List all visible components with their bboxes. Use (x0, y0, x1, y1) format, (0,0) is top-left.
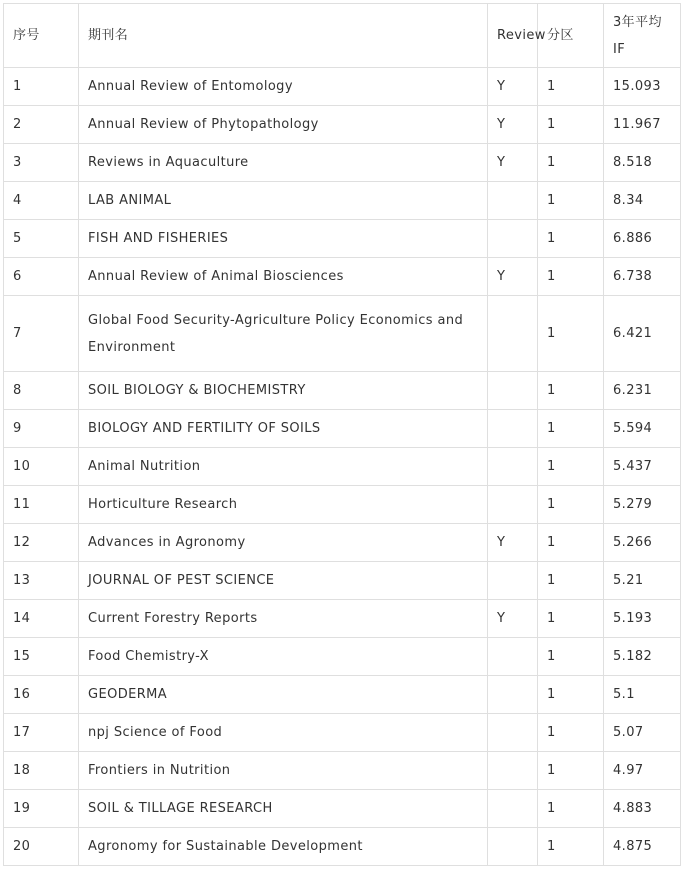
cell-zone: 1 (538, 448, 604, 486)
cell-review: Y (488, 68, 538, 106)
cell-journal-name: SOIL & TILLAGE RESEARCH (79, 790, 488, 828)
cell-journal-name: Advances in Agronomy (79, 524, 488, 562)
cell-index: 5 (4, 220, 79, 258)
cell-impact-factor: 4.97 (604, 752, 681, 790)
cell-zone: 1 (538, 410, 604, 448)
table-row (4, 448, 681, 486)
cell-index: 9 (4, 410, 79, 448)
cell-journal-name: LAB ANIMAL (79, 182, 488, 220)
table-row (4, 828, 681, 866)
cell-review (488, 828, 538, 866)
header-index: 序号 (4, 4, 79, 68)
cell-journal-name: npj Science of Food (79, 714, 488, 752)
cell-impact-factor: 4.875 (604, 828, 681, 866)
table-row (4, 182, 681, 220)
cell-journal-name: JOURNAL OF PEST SCIENCE (79, 562, 488, 600)
cell-impact-factor: 5.279 (604, 486, 681, 524)
cell-index: 11 (4, 486, 79, 524)
cell-journal-name: Annual Review of Entomology (79, 68, 488, 106)
table-row (4, 68, 681, 106)
table-row (4, 410, 681, 448)
cell-index: 16 (4, 676, 79, 714)
cell-review (488, 410, 538, 448)
cell-impact-factor: 5.21 (604, 562, 681, 600)
cell-review: Y (488, 144, 538, 182)
cell-impact-factor: 8.518 (604, 144, 681, 182)
cell-impact-factor: 5.1 (604, 676, 681, 714)
header-impact-factor: 3年平均IF (604, 4, 681, 68)
header-review: Review (488, 4, 538, 68)
cell-journal-name: Current Forestry Reports (79, 600, 488, 638)
cell-index: 8 (4, 372, 79, 410)
cell-journal-name: Food Chemistry-X (79, 638, 488, 676)
cell-index: 1 (4, 68, 79, 106)
cell-zone: 1 (538, 524, 604, 562)
cell-review (488, 182, 538, 220)
cell-impact-factor: 15.093 (604, 68, 681, 106)
journal-table-container (3, 3, 681, 866)
cell-index: 12 (4, 524, 79, 562)
table-row (4, 258, 681, 296)
cell-review: Y (488, 600, 538, 638)
cell-zone: 1 (538, 220, 604, 258)
cell-index: 6 (4, 258, 79, 296)
cell-journal-name: BIOLOGY AND FERTILITY OF SOILS (79, 410, 488, 448)
cell-zone: 1 (538, 790, 604, 828)
cell-index: 19 (4, 790, 79, 828)
cell-zone: 1 (538, 600, 604, 638)
cell-index: 15 (4, 638, 79, 676)
cell-zone: 1 (538, 106, 604, 144)
cell-index: 10 (4, 448, 79, 486)
cell-impact-factor: 5.266 (604, 524, 681, 562)
cell-journal-name: Horticulture Research (79, 486, 488, 524)
table-row (4, 600, 681, 638)
journal-table (3, 3, 681, 866)
table-row (4, 296, 681, 372)
cell-journal-name: Global Food Security-Agriculture Policy Economics and Environment (79, 296, 488, 372)
cell-journal-name: Reviews in Aquaculture (79, 144, 488, 182)
cell-zone: 1 (538, 828, 604, 866)
cell-journal-name: SOIL BIOLOGY & BIOCHEMISTRY (79, 372, 488, 410)
cell-impact-factor: 5.193 (604, 600, 681, 638)
table-body (4, 68, 681, 866)
table-row (4, 106, 681, 144)
cell-journal-name: Annual Review of Phytopathology (79, 106, 488, 144)
cell-zone: 1 (538, 562, 604, 600)
table-row (4, 676, 681, 714)
cell-zone: 1 (538, 372, 604, 410)
cell-impact-factor: 5.07 (604, 714, 681, 752)
cell-zone: 1 (538, 258, 604, 296)
cell-zone: 1 (538, 182, 604, 220)
table-row (4, 486, 681, 524)
table-row (4, 752, 681, 790)
cell-impact-factor: 4.883 (604, 790, 681, 828)
cell-review (488, 220, 538, 258)
cell-review: Y (488, 106, 538, 144)
cell-zone: 1 (538, 676, 604, 714)
cell-review (488, 714, 538, 752)
cell-zone: 1 (538, 486, 604, 524)
cell-zone: 1 (538, 638, 604, 676)
table-row (4, 144, 681, 182)
table-row (4, 638, 681, 676)
table-row (4, 562, 681, 600)
cell-impact-factor: 5.437 (604, 448, 681, 486)
header-journal-name: 期刊名 (79, 4, 488, 68)
cell-journal-name: Frontiers in Nutrition (79, 752, 488, 790)
cell-impact-factor: 5.594 (604, 410, 681, 448)
cell-zone: 1 (538, 144, 604, 182)
cell-journal-name: FISH AND FISHERIES (79, 220, 488, 258)
cell-review (488, 296, 538, 372)
cell-zone: 1 (538, 714, 604, 752)
cell-review (488, 486, 538, 524)
table-header-row (4, 4, 681, 68)
table-row (4, 524, 681, 562)
cell-impact-factor: 5.182 (604, 638, 681, 676)
header-zone: 分区 (538, 4, 604, 68)
cell-index: 4 (4, 182, 79, 220)
table-row (4, 372, 681, 410)
cell-review (488, 372, 538, 410)
table-row (4, 790, 681, 828)
cell-index: 7 (4, 296, 79, 372)
cell-review (488, 676, 538, 714)
cell-index: 3 (4, 144, 79, 182)
cell-index: 18 (4, 752, 79, 790)
cell-review: Y (488, 258, 538, 296)
cell-impact-factor: 6.231 (604, 372, 681, 410)
cell-journal-name: Animal Nutrition (79, 448, 488, 486)
cell-impact-factor: 6.738 (604, 258, 681, 296)
cell-review: Y (488, 524, 538, 562)
table-row (4, 714, 681, 752)
table-row (4, 220, 681, 258)
cell-impact-factor: 6.421 (604, 296, 681, 372)
cell-journal-name: Agronomy for Sustainable Development (79, 828, 488, 866)
cell-impact-factor: 11.967 (604, 106, 681, 144)
cell-zone: 1 (538, 752, 604, 790)
cell-review (488, 790, 538, 828)
cell-impact-factor: 8.34 (604, 182, 681, 220)
cell-index: 20 (4, 828, 79, 866)
cell-zone: 1 (538, 296, 604, 372)
cell-review (488, 638, 538, 676)
cell-index: 13 (4, 562, 79, 600)
cell-journal-name: GEODERMA (79, 676, 488, 714)
cell-review (488, 752, 538, 790)
cell-zone: 1 (538, 68, 604, 106)
cell-impact-factor: 6.886 (604, 220, 681, 258)
cell-review (488, 448, 538, 486)
cell-review (488, 562, 538, 600)
cell-index: 2 (4, 106, 79, 144)
cell-index: 17 (4, 714, 79, 752)
cell-index: 14 (4, 600, 79, 638)
cell-journal-name: Annual Review of Animal Biosciences (79, 258, 488, 296)
